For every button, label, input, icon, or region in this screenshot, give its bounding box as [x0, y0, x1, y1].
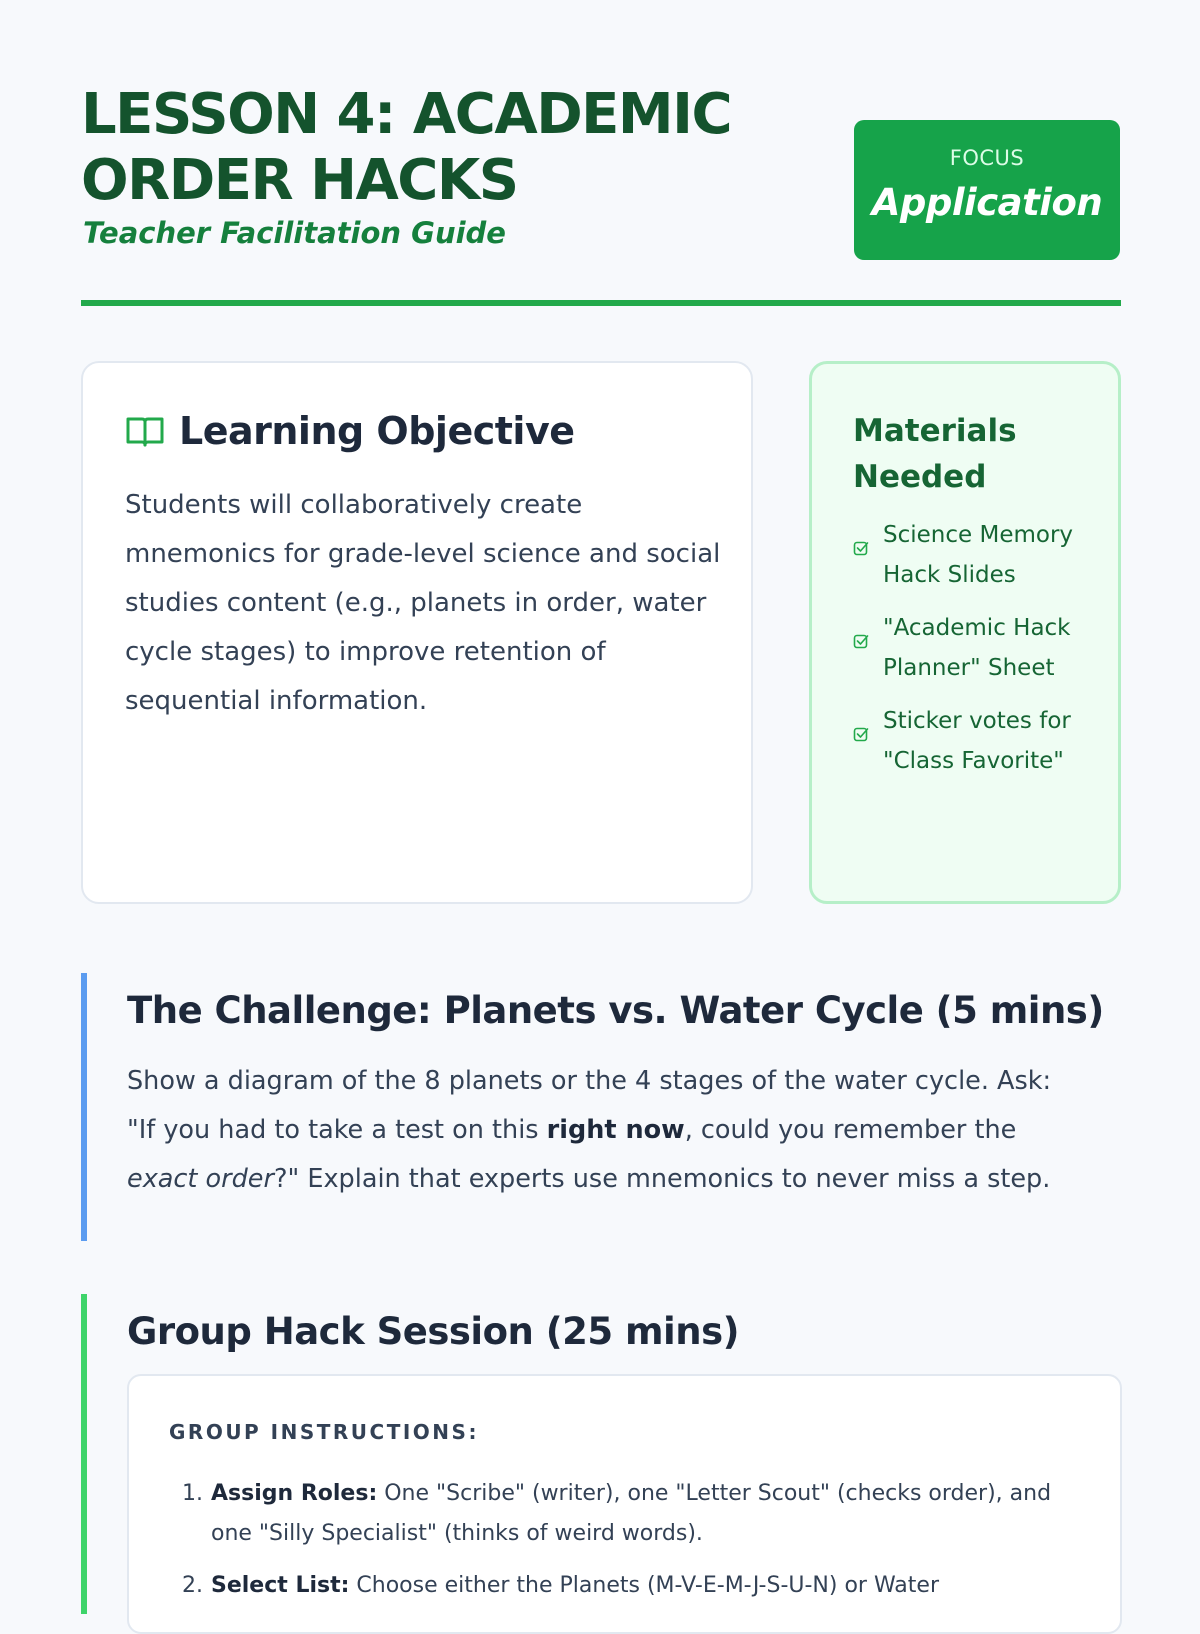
materials-list [853, 515, 1103, 794]
checkbox-icon [853, 529, 869, 545]
materials-item [853, 515, 1103, 595]
instruction-item [169, 1566, 1069, 1606]
challenge-text-italic: exact order [127, 1164, 274, 1194]
learning-objective-card [81, 361, 753, 904]
materials-title: Materials Needed [853, 413, 1017, 495]
lesson-header [81, 82, 1121, 307]
lesson-subtitle: Teacher Facilitation Guide [83, 216, 506, 250]
objective-title: Learning Objective [179, 409, 575, 453]
materials-card [809, 361, 1121, 904]
group-instructions-card [127, 1374, 1122, 1634]
instruction-body [211, 1566, 939, 1606]
group-session-title: Group Hack Session (25 mins) [127, 1310, 740, 1353]
instruction-body [211, 1474, 1069, 1554]
group-hack-section [81, 1294, 1121, 1614]
challenge-title: The Challenge: Planets vs. Water Cycle (5 mins) [127, 989, 1104, 1032]
objective-text: Students will collaboratively create mnemonics for grade-level science and social studies content (e.g., planets in order, water cycle stages) to improve retention of sequential information. [125, 490, 721, 716]
instruction-bold: Assign Roles: [211, 1481, 378, 1506]
focus-label: FOCUS [949, 146, 1025, 170]
instruction-text: One "Scribe" (writer), one "Letter Scout" (checks order), and one "Silly Specialist" (thinks of weird words). [211, 1481, 1052, 1546]
instructions-list [169, 1474, 1069, 1618]
challenge-text-bold: right now [546, 1115, 685, 1145]
header-divider [81, 300, 1121, 306]
focus-badge [854, 120, 1120, 260]
objective-heading [125, 407, 575, 455]
instruction-text: Choose either the Planets (M-V-E-M-J-S-U-N) or Water [349, 1573, 939, 1598]
materials-item-label: Sticker votes for "Class Favorite" [883, 708, 1071, 774]
focus-value: Application [871, 181, 1103, 224]
challenge-section [81, 973, 1121, 1241]
instructions-label: GROUP INSTRUCTIONS: [169, 1420, 479, 1444]
lesson-title: LESSON 4: ACADEMIC ORDER HACKS [81, 82, 732, 213]
book-open-icon [125, 414, 165, 448]
checkbox-icon [853, 715, 869, 731]
materials-item [853, 608, 1103, 688]
instruction-number: 1. [182, 1481, 203, 1506]
checkbox-icon [853, 622, 869, 638]
challenge-text [127, 1057, 1087, 1204]
challenge-text-part: , could you remember the [684, 1115, 1017, 1145]
materials-item [853, 701, 1103, 781]
materials-item-label: Science Memory Hack Slides [883, 522, 1074, 588]
challenge-text-part: ?" Explain that experts use mnemonics to never miss a step. [273, 1164, 1051, 1194]
materials-item-label: "Academic Hack Planner" Sheet [883, 615, 1071, 681]
instruction-item [169, 1474, 1069, 1554]
instruction-number: 2. [182, 1573, 203, 1598]
instruction-bold: Select List: [211, 1573, 350, 1598]
challenge-text-part: Show a diagram of the 8 planets or the 4 stages of the water cycle. Ask: "If you had to take a test on this [127, 1066, 1052, 1145]
